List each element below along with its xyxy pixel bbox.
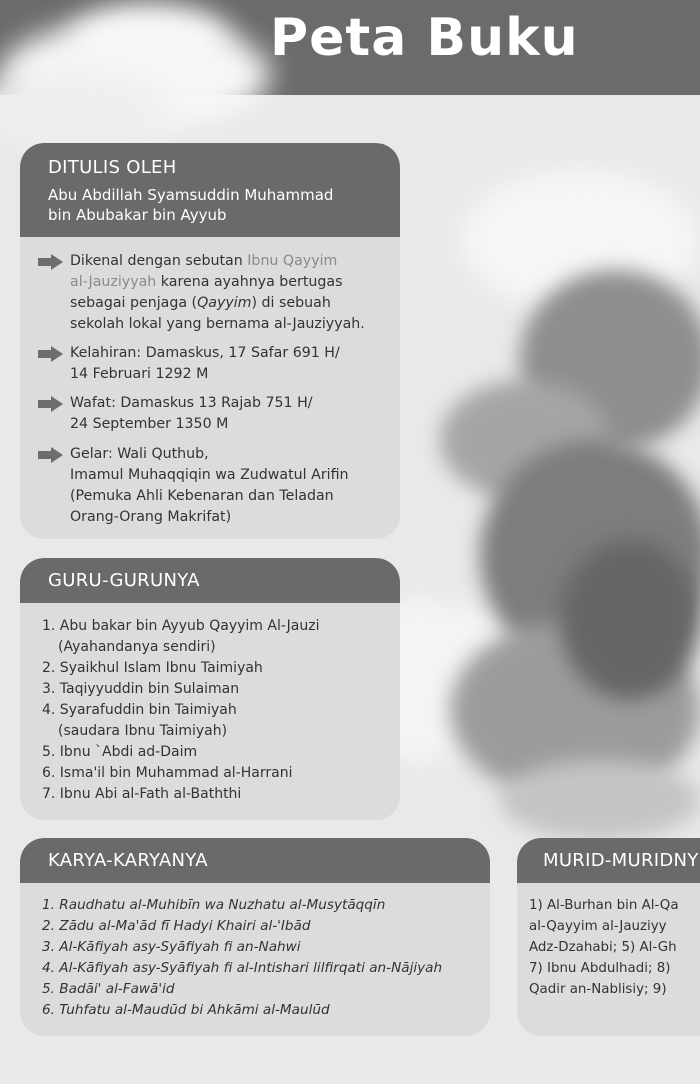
teacher-line: 1. Abu bakar bin Ayyub Qayyim Al-Jauzi [42,618,320,634]
author-card [20,143,400,539]
students-card [517,838,700,1036]
teacher-line: 2. Syaikhul Islam Ibnu Taimiyah [42,660,263,676]
student-line: 7) Ibnu Abdulhadi; 8) [529,961,671,976]
author-card-header [20,143,400,237]
author-name-line2: bin Abubakar bin Ayyub [48,206,227,224]
student-line: 1) Al-Burhan bin Al-Qa [529,898,679,913]
work-line: 3. Al-Kāfiyah asy-Syāfiyah fi an-Nahwi [42,939,301,955]
student-line: Qadir an-Nablisiy; 9) [529,982,667,997]
teachers-card [20,558,400,820]
arrow-right-icon [38,346,63,362]
student-line: Adz-Dzahabi; 5) Al-Gh [529,940,677,955]
teachers-heading: GURU-GURUNYA [48,570,200,591]
students-card-header [517,838,700,883]
arrow-right-icon [38,447,63,463]
header-cloud-decoration [70,5,230,75]
bullet-title: Gelar: Wali Quthub, Imamul Muhaqqiqin wa Zudwatul Arifin (Pemuka Ahli Kebenaran dan Teladan Orang-Orang Makrifat) [70,446,349,525]
teacher-line: (saudara Ibnu Taimiyah) [58,723,228,739]
work-line: 4. Al-Kāfiyah asy-Syāfiyah fi al-Intishari lilfirqati an-Nājiyah [42,960,443,976]
work-line: 5. Badāi' al-Fawā'id [42,981,175,997]
smoke-illustration [560,540,700,700]
student-line: al-Qayyim al-Jauziyy [529,919,667,934]
teacher-line: (Ayahandanya sendiri) [58,639,216,655]
author-heading: DITULIS OLEH [48,157,177,178]
teacher-line: 6. Isma'il bin Muhammad al-Harrani [42,765,293,781]
bullet-birth: Kelahiran: Damaskus, 17 Safar 691 H/ 14 Februari 1292 M [70,345,340,382]
smoke-illustration [500,760,700,840]
works-card [20,838,490,1036]
page-title: Peta Buku [270,8,579,68]
bullet-known-as: Dikenal dengan sebutan Ibnu Qayyim al-Jauziyyah karena ayahnya bertugas sebagai penjaga (Qayyim) di sebuah sekolah lokal yang bernama al-Jauziyyah. [70,253,365,332]
teacher-line: 5. Ibnu `Abdi ad-Daim [42,744,198,760]
bullet-death: Wafat: Damaskus 13 Rajab 751 H/ 24 September 1350 M [70,395,313,432]
works-card-header [20,838,490,883]
teachers-card-header [20,558,400,603]
teacher-line: 4. Syarafuddin bin Taimiyah [42,702,237,718]
author-name-line1: Abu Abdillah Syamsuddin Muhammad [48,186,334,204]
work-line: 1. Raudhatu al-Muhibīn wa Nuzhatu al-Musytāqqīn [42,897,386,913]
teacher-line: 7. Ibnu Abi al-Fath al-Baththi [42,786,242,802]
works-heading: KARYA-KARYANYA [48,850,208,871]
work-line: 6. Tuhfatu al-Maudūd bi Ahkāmi al-Maulūd [42,1002,330,1018]
arrow-right-icon [38,396,63,412]
teacher-line: 3. Taqiyyuddin bin Sulaiman [42,681,240,697]
students-heading: MURID-MURIDNY [543,850,699,871]
work-line: 2. Zādu al-Ma'ād fī Hadyi Khairi al-'Ibād [42,918,311,934]
arrow-right-icon [38,254,63,270]
